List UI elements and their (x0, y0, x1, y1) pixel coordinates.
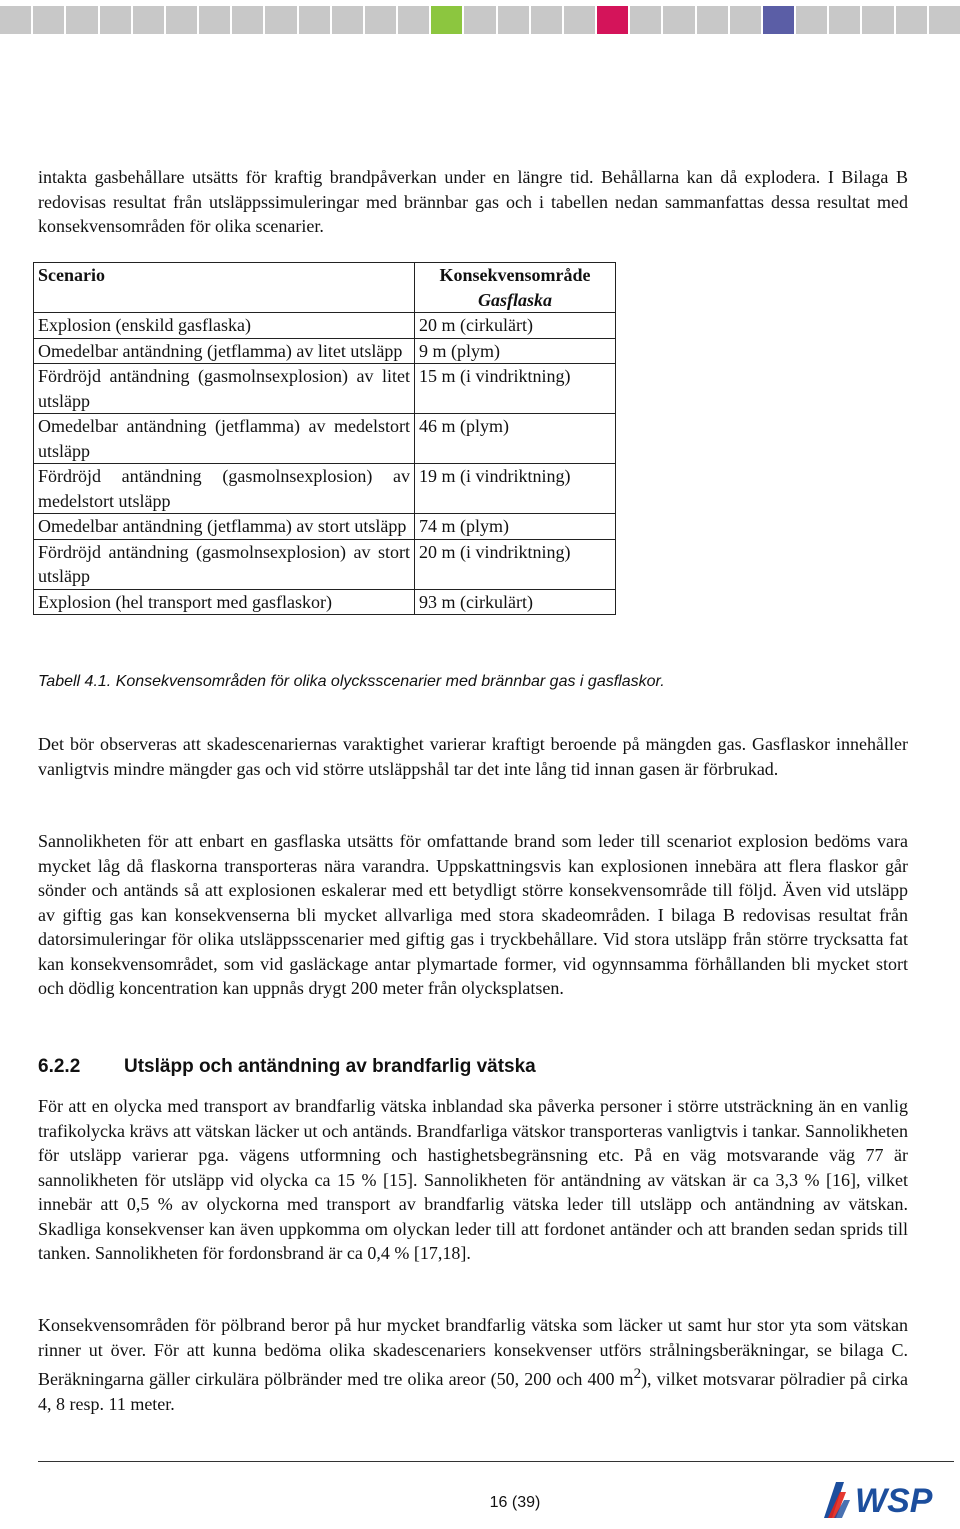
decorative-square (365, 6, 396, 34)
wsp-logo-text: WSP (855, 1482, 933, 1520)
section-heading (38, 1056, 536, 1078)
decorative-square (332, 6, 363, 34)
decorative-square (0, 6, 31, 34)
decorative-square (398, 6, 429, 34)
decorative-square (299, 6, 330, 34)
decorative-square (199, 6, 230, 34)
header-consequence-sub: Gasflaska (477, 289, 552, 310)
table-row (34, 539, 616, 589)
decorative-square (862, 6, 893, 34)
table-row (34, 464, 616, 514)
cell-scenario: Fördröjd antändning (gasmolnsexplosion) av litet utsläpp (34, 364, 415, 414)
cell-result: 19 m (i vindriktning) (415, 464, 616, 514)
cell-result: 9 m (plym) (415, 338, 616, 364)
probability-paragraph: Sannolikheten för att enbart en gasflaska utsätts för omfattande brand som leder till scenariot explosion bedöms vara mycket låg då flaskorna transporteras nära varandra. Uppskattningsvis kan explosionen innebära att flera flaskor går sönder och antänds så att explosionen eskalerar med ett betydligt större konsekvensområde till följd. Även vid utsläpp av giftig gas kan konsekvenserna bli mycket allvarliga med stora skadeområden. I bilaga B redovisas resultat från datorsimuleringar för olika utsläppsscenarier med giftig gas i tryckbehållare. Vid stora utsläpp från större trycksatta fat kan konsekvensområdet, som vid gasläckage antar plymartade former, vid ogynnsamma förhållanden bli mycket stort och dödlig koncentration kan uppnås drygt 200 meter från olycksplatsen. (38, 831, 908, 998)
table-row (34, 514, 616, 540)
table-caption: Tabell 4.1. Konsekvensområden för olika olycksscenarier med brännbar gas i gasflaskor. (38, 673, 665, 690)
decorative-square (597, 6, 628, 34)
table-header-row (34, 263, 616, 313)
cell-scenario: Fördröjd antändning (gasmolnsexplosion) av medelstort utsläpp (34, 464, 415, 514)
cell-scenario: Omedelbar antändning (jetflamma) av litet utsläpp (34, 338, 415, 364)
wsp-logo-mark (824, 1482, 850, 1518)
decorative-square (763, 6, 794, 34)
decorative-square (232, 6, 263, 34)
decorative-square (66, 6, 97, 34)
duration-paragraph: Det bör observeras att skadescenariernas varaktighet varierar kraftigt beroende på mängden gas. Gasflaskor innehåller vanligtvis mindre mängder gas och vid större utsläppshål tar det inte lång tid innan gasen är förbrukad. (38, 734, 908, 779)
decorative-square (929, 6, 960, 34)
decorative-square (498, 6, 529, 34)
footer-divider (38, 1461, 954, 1462)
intro-paragraph: intakta gasbehållare utsätts för kraftig brandpåverkan under en längre tid. Behållarna kan då explodera. I Bilaga B redovisas resultat från utsläppssimuleringar med brännbar gas och i tabellen nedan sammanfattas dessa resultat med konsekvensområden för olika scenarier. (38, 167, 908, 236)
cell-scenario: Explosion (hel transport med gasflaskor) (34, 589, 415, 615)
decorative-square (464, 6, 495, 34)
cell-result: 15 m (i vindriktning) (415, 364, 616, 414)
table-row (34, 414, 616, 464)
pool-fire-paragraph (38, 1313, 908, 1416)
decorative-square-bar (0, 6, 960, 34)
decorative-square (100, 6, 131, 34)
header-consequence-label: Konsekvensområde (439, 265, 591, 285)
header-consequence (415, 263, 616, 313)
decorative-square (564, 6, 595, 34)
cell-result: 20 m (cirkulärt) (415, 313, 616, 339)
decorative-square (133, 6, 164, 34)
section-number: 6.2.2 (38, 1056, 81, 1077)
decorative-square (829, 6, 860, 34)
header-scenario: Scenario (34, 263, 415, 313)
cell-scenario: Omedelbar antändning (jetflamma) av stort utsläpp (34, 514, 415, 540)
cell-result: 20 m (i vindriktning) (415, 539, 616, 589)
decorative-square (33, 6, 64, 34)
liquid-paragraph: För att en olycka med transport av brandfarlig vätska inblandad ska påverka personer i större utsträckning än en vanlig trafikolycka krävs att vätskan läcker ut och antänds. Brandfarliga vätskor transporteras vanligtvis i tankar. Sannolikheten för utsläpp varierar pga. vägens utformning och hastighetsbegränsning etc. På en väg motsvarande väg 77 är sannolikheten för utsläpp vid olycka ca 15 % [15]. Sannolikheten för antändning av vätskan är ca 3,3 % [16], vilket innebär att 0,5 % av olyckorna med transport av brandfarlig vätska leder till utsläpp och antändning av vätskan. Skadliga konsekvenser kan även uppkomma om olyckan leder till att fordonet antänder och att branden sedan sprids till tanken. Sannolikheten för fordonsbrand är ca 0,4 % [17,18]. (38, 1096, 908, 1263)
cell-scenario: Omedelbar antändning (jetflamma) av medelstort utsläpp (34, 414, 415, 464)
decorative-square (431, 6, 462, 34)
table-row (34, 313, 616, 339)
decorative-square (166, 6, 197, 34)
decorative-square (663, 6, 694, 34)
cell-result: 74 m (plym) (415, 514, 616, 540)
decorative-square (531, 6, 562, 34)
decorative-square (796, 6, 827, 34)
decorative-square (697, 6, 728, 34)
section-title: Utsläpp och antändning av brandfarlig vätska (124, 1056, 536, 1077)
decorative-square (730, 6, 761, 34)
page-number: 16 (39) (489, 1494, 541, 1511)
cell-scenario: Explosion (enskild gasflaska) (34, 313, 415, 339)
cell-scenario: Fördröjd antändning (gasmolnsexplosion) av stort utsläpp (34, 539, 415, 589)
wsp-logo (822, 1474, 956, 1522)
cell-result: 46 m (plym) (415, 414, 616, 464)
decorative-square (630, 6, 661, 34)
table-row (34, 364, 616, 414)
table-row (34, 338, 616, 364)
decorative-square (896, 6, 927, 34)
table-row (34, 589, 616, 615)
cell-result: 93 m (cirkulärt) (415, 589, 616, 615)
pool-text-a: Konsekvensområden för pölbrand beror på hur mycket brandfarlig vätska som läcker ut samt hur stor yta som vätskan rinner ut över. För att kunna bedöma olika skadescenariers konsekvenser utförs strålningsberäkningar, se bilaga C. Beräkningarna gäller cirkulära pölbränder med tre olika areor (50, 200 och 400 m (38, 1315, 908, 1389)
pool-text-b: ), vilket motsvarar pölradier på cirka 4, 8 resp. 11 meter. (38, 1369, 908, 1414)
scenario-table (33, 262, 616, 615)
decorative-square (265, 6, 296, 34)
pool-text-superscript: 2 (633, 1366, 642, 1382)
